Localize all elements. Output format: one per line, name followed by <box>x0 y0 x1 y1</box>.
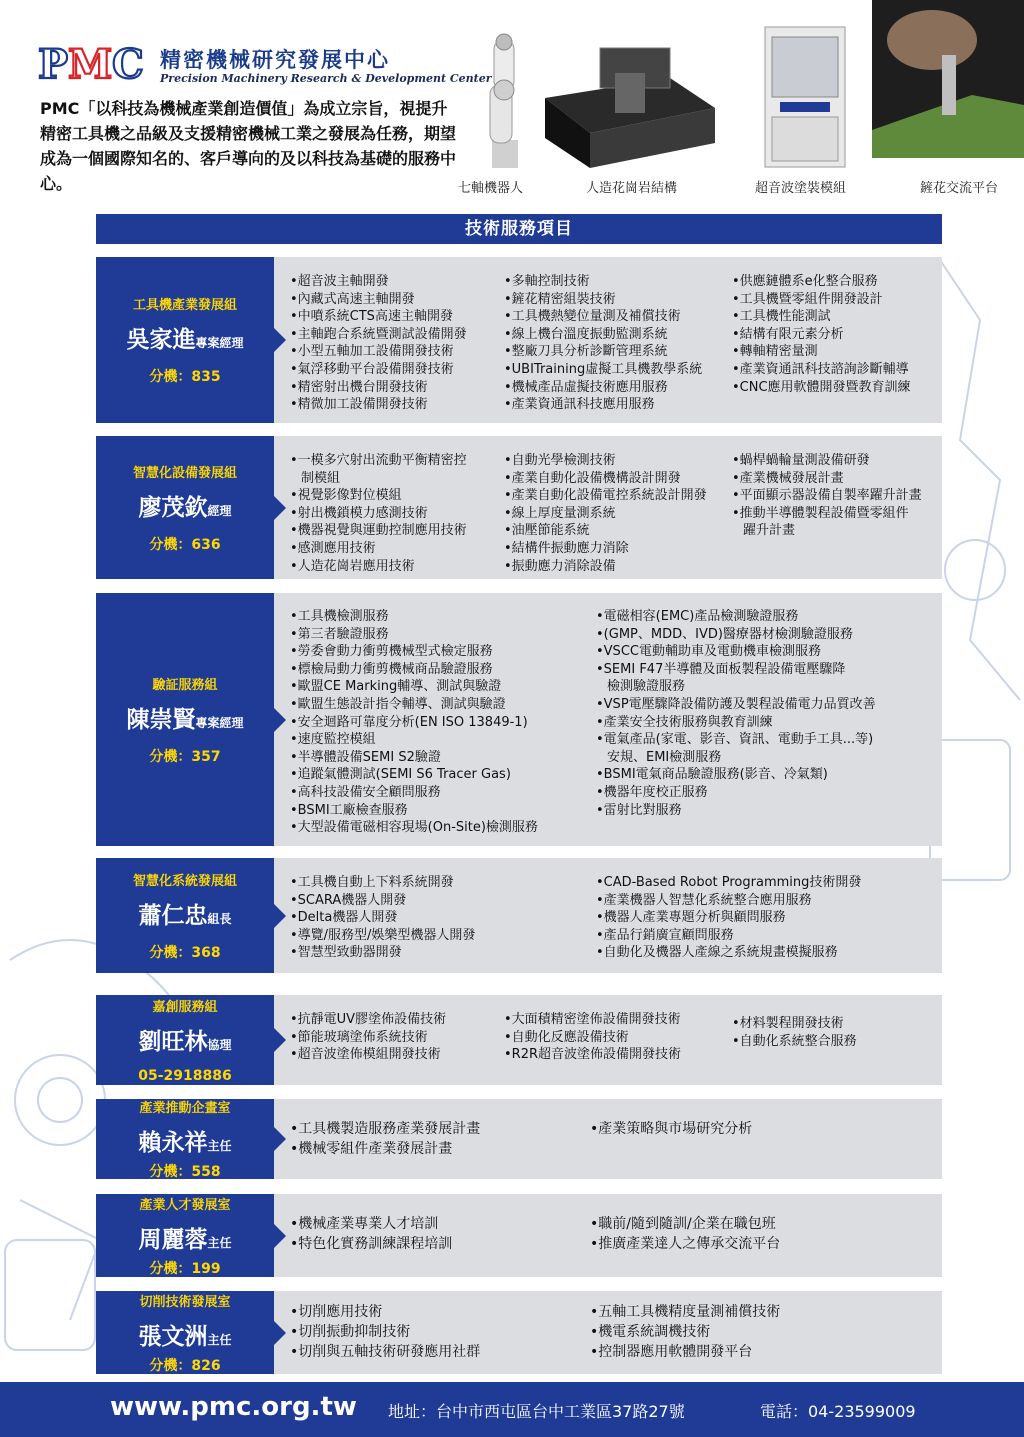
service-item: •切削應用技術 <box>290 1304 383 1320</box>
service-item: •射出機鎖模力感測技術 <box>290 505 428 521</box>
service-item: •VSP電壓驟降設備防護及製程設備電力品質改善 <box>596 696 876 712</box>
service-item: •速度監控模組 <box>290 732 376 748</box>
group-row <box>96 995 942 1085</box>
service-item: •自動化系統整合服務 <box>732 1033 857 1049</box>
service-item: •高科技設備安全顧問服務 <box>290 784 441 800</box>
service-item: •BSMI工廠檢查服務 <box>290 802 408 818</box>
address: 地址：台中市西屯區台中工業區37路27號 <box>388 1402 685 1421</box>
group-name: 驗証服務組 <box>152 677 218 693</box>
group-label <box>96 593 274 846</box>
service-item: •結構有限元素分析 <box>732 326 844 342</box>
group-name: 產業推動企畫室 <box>139 1101 231 1116</box>
service-item: •轉軸精密量測 <box>732 344 818 360</box>
service-item: •平面顯示器設備自製率躍升計畫 <box>732 488 922 504</box>
contact-person: 吳家進專案經理 <box>126 327 244 353</box>
group-label <box>96 1194 274 1277</box>
service-column <box>290 608 538 837</box>
group-name: 智慧化系統發展組 <box>132 873 237 889</box>
contact-person: 廖茂欽經理 <box>138 494 232 521</box>
service-item: •超音波塗佈模組開發技術 <box>290 1047 441 1063</box>
service-item: •主軸跑合系統暨測試設備開發 <box>290 326 467 342</box>
photo-caption-granite: 人造花崗岩結構 <box>586 181 678 196</box>
service-item: 安規、EMI檢測服務 <box>607 749 722 765</box>
service-item: •鏟花精密組裝技術 <box>504 291 616 307</box>
service-column <box>290 273 467 414</box>
service-item: •導覽/服務型/娛樂型機器人開發 <box>290 927 476 943</box>
service-item: •歐盟CE Marking輔導、測試與驗證 <box>290 679 502 695</box>
service-column <box>732 273 911 396</box>
group-row <box>96 436 942 579</box>
group-label <box>96 436 274 579</box>
service-item: •振動應力消除設備 <box>504 558 616 574</box>
service-column <box>596 608 876 819</box>
contact-extension: 分機：558 <box>149 1164 221 1180</box>
service-item: •供應鏈體系e化整合服務 <box>732 274 878 289</box>
service-item: •工具機熱變位量測及補償技術 <box>504 309 681 325</box>
service-item: •半導體設備SEMI S2驗證 <box>290 749 441 765</box>
contact-person: 蕭仁忠組長 <box>138 902 232 929</box>
service-item: •節能玻璃塗佈系統技術 <box>290 1029 428 1045</box>
service-item: •視覺影像對位模組 <box>290 488 402 504</box>
service-item: •中噴系統CTS高速主軸開發 <box>290 309 453 325</box>
service-item: •精密射出機台開發技術 <box>290 379 428 395</box>
contact-person: 周麗蓉主任 <box>138 1226 232 1253</box>
service-item: •追蹤氣體測試(SEMI S6 Tracer Gas) <box>290 767 511 783</box>
group-row <box>96 1194 942 1277</box>
service-item: •UBITraining虛擬工具機教學系統 <box>504 361 703 377</box>
contact-person: 賴永祥主任 <box>138 1130 232 1156</box>
contact-extension: 分機：368 <box>149 944 221 961</box>
service-item: •小型五軸加工設備開發技術 <box>290 344 454 360</box>
service-item: •切削與五軸技術研發應用社群 <box>290 1344 481 1360</box>
service-item: •BSMI電氣商品驗證服務(影音、冷氣類) <box>596 767 828 783</box>
group-row <box>96 593 942 846</box>
service-item: •SCARA機器人開發 <box>290 892 407 908</box>
contact-person: 劉旺林協理 <box>138 1029 232 1055</box>
service-column <box>504 1011 681 1064</box>
ultrasonic-coating-machine-photo <box>760 22 850 174</box>
mission-statement: PMC「以科技為機械產業創造價值」為成立宗旨，視提升精密工具機之品級及支援精密機械工業之發展為任務，期望成為一個國際知名的、客戶導向的及以科技為基礎的服務中心。 <box>40 99 457 193</box>
org-name-en: Precision Machinery Research & Development Center <box>160 72 492 85</box>
service-item: •大型設備電磁相容現場(On-Site)檢測服務 <box>290 820 538 836</box>
service-item: •推動半導體製程設備暨零組件 <box>732 505 909 521</box>
service-item: •工具機性能測試 <box>732 309 831 325</box>
service-item: •大面積精密塗佈設備開發技術 <box>504 1012 681 1027</box>
photo-caption-robot: 七軸機器人 <box>458 181 524 196</box>
service-column <box>290 1214 452 1254</box>
service-column <box>504 452 707 575</box>
service-column <box>290 1011 446 1064</box>
service-item: •感測應用技術 <box>290 540 376 556</box>
group-name: 嘉創服務組 <box>152 1000 218 1015</box>
service-column <box>290 1119 480 1159</box>
service-item: •一模多穴射出流動平衡精密控 <box>290 453 467 468</box>
pmc-logo <box>38 40 158 86</box>
service-item: •產業自動化設備機構設計開發 <box>504 470 681 486</box>
service-item: •R2R超音波塗佈設備開發技術 <box>504 1047 682 1063</box>
service-column <box>590 1214 780 1254</box>
service-item: •內藏式高速主軸開發 <box>290 291 415 307</box>
service-item: •雷射比對服務 <box>596 802 682 818</box>
service-item: •蝸桿蝸輪量測設備研發 <box>732 453 870 468</box>
service-item: •產品行銷廣宣顧問服務 <box>596 927 734 943</box>
service-item: •工具機暨零組件開發設計 <box>732 291 883 307</box>
service-item: •線上機台溫度振動監測系統 <box>504 326 668 342</box>
phone-number: 電話：04-23599009 <box>760 1402 916 1421</box>
service-item: •氣浮移動平台設備開發技術 <box>290 361 454 377</box>
service-item: •安全迴路可靠度分析(EN ISO 13849-1) <box>290 714 528 730</box>
footer-bar <box>0 1382 1024 1437</box>
photo-caption-coating: 超音波塗裝模組 <box>755 181 847 196</box>
service-item: •勞委會動力衝剪機械型式檢定服務 <box>290 644 493 660</box>
scraping-platform-photo <box>872 0 1024 158</box>
service-item: •油壓節能系統 <box>504 523 590 539</box>
service-item: •多軸控制技術 <box>504 274 590 289</box>
group-name: 切削技術發展室 <box>139 1294 231 1310</box>
service-item: •產業機械發展計畫 <box>732 470 844 486</box>
svg-text:C: C <box>112 41 144 86</box>
service-item: •Delta機器人開發 <box>290 910 398 926</box>
contact-extension: 分機：199 <box>149 1260 221 1277</box>
contact-extension: 分機：636 <box>149 536 221 553</box>
service-item: •工具機自動上下料系統開發 <box>290 875 454 890</box>
contact-extension: 分機：826 <box>149 1357 221 1374</box>
group-name: 智慧化設備發展組 <box>132 465 237 481</box>
service-column <box>732 1015 857 1050</box>
service-item: •精微加工設備開發技術 <box>290 397 428 413</box>
contact-extension: 分機：835 <box>149 369 221 385</box>
service-item: •第三者驗證服務 <box>290 626 389 642</box>
group-row <box>96 1291 942 1374</box>
service-item: •VSCC電動輔助車及電動機車檢測服務 <box>596 644 821 660</box>
service-item: •電磁相容(EMC)產品檢測驗證服務 <box>596 609 799 624</box>
service-item: •電氣產品(家電、影音、資訊、電動手工具...等) <box>596 732 874 748</box>
group-label <box>96 995 274 1085</box>
service-item: 躍升計畫 <box>743 523 796 539</box>
contact-extension: 05-2918886 <box>138 1068 232 1084</box>
service-item: •產業機器人智慧化系統整合應用服務 <box>596 892 812 908</box>
service-item: •工具機檢測服務 <box>290 609 389 624</box>
service-item: •自動光學檢測技術 <box>504 453 616 468</box>
service-item: •機械零組件產業發展計畫 <box>290 1141 453 1157</box>
service-column <box>590 1119 752 1139</box>
group-name: 產業人才發展室 <box>139 1197 231 1213</box>
service-item: •產業資通訊科技應用服務 <box>504 397 655 413</box>
service-item: •控制器應用軟體開發平台 <box>590 1344 753 1360</box>
contact-extension: 分機：357 <box>149 748 221 765</box>
service-item: •智慧型致動器開發 <box>290 945 402 961</box>
service-item: •整廠刀具分析診斷管理系統 <box>504 344 668 360</box>
service-item: •抗靜電UV膠塗佈設備技術 <box>290 1012 447 1027</box>
service-column <box>590 1302 780 1362</box>
section-title: 技術服務項目 <box>96 214 942 244</box>
service-column <box>732 452 922 540</box>
service-item: •SEMI F47半導體及面板製程設備電壓驟降 <box>596 661 846 677</box>
group-label <box>96 1099 274 1179</box>
service-column <box>504 273 702 414</box>
service-item: •產業策略與市場研究分析 <box>590 1121 753 1137</box>
service-column <box>290 452 467 575</box>
service-item: •產業資通訊科技諮詢診斷輔導 <box>732 361 909 377</box>
granite-structure-photo <box>540 38 720 170</box>
contact-person: 陳崇賢專案經理 <box>126 706 244 733</box>
service-item: •歐盟生態設計指令輔導、測試與驗證 <box>290 696 506 712</box>
org-name-zh: 精密機械研究發展中心 <box>160 48 390 72</box>
service-column <box>596 874 861 962</box>
service-item: •切削振動抑制技術 <box>290 1324 411 1340</box>
group-row <box>96 1099 942 1179</box>
service-item: •人造花崗岩應用技術 <box>290 558 415 574</box>
service-item: •機器視覺與運動控制應用技術 <box>290 523 467 539</box>
service-item: •工具機製造服務產業發展計畫 <box>290 1121 481 1137</box>
service-item: •CNC應用軟體開發暨教育訓練 <box>732 379 911 395</box>
service-column <box>290 874 475 962</box>
service-item: •自動化及機器人產線之系統規畫模擬服務 <box>596 945 838 961</box>
service-item: •線上厚度量測系統 <box>504 505 616 521</box>
service-item: •CAD-Based Robot Programming技術開發 <box>596 875 862 890</box>
service-item: •機械產品虛擬技術應用服務 <box>504 379 668 395</box>
service-item: •結構件振動應力消除 <box>504 540 629 556</box>
group-name: 工具機產業發展組 <box>132 298 237 313</box>
group-label <box>96 858 274 973</box>
website-link[interactable]: www.pmc.org.tw <box>110 1392 357 1422</box>
group-label <box>96 1291 274 1374</box>
service-item: •機電系統調機技術 <box>590 1324 711 1340</box>
contact-person: 張文洲主任 <box>138 1323 232 1350</box>
svg-text:P: P <box>38 41 69 86</box>
service-item: •機械產業專業人才培訓 <box>290 1216 439 1232</box>
service-item: •五軸工具機精度量測補償技術 <box>590 1304 781 1320</box>
service-item: •推廣產業達人之傳承交流平台 <box>590 1236 781 1252</box>
service-item: •超音波主軸開發 <box>290 274 389 289</box>
service-item: •職前/隨到隨訓/企業在職包班 <box>590 1216 776 1232</box>
group-label <box>96 257 274 423</box>
service-item: •特色化實務訓練課程培訓 <box>290 1236 453 1252</box>
service-item: •自動化反應設備技術 <box>504 1029 629 1045</box>
service-item: •產業自動化設備電控系統設計開發 <box>504 488 707 504</box>
service-item: 檢測驗證服務 <box>607 679 686 695</box>
service-column <box>290 1302 480 1362</box>
group-row <box>96 858 942 973</box>
service-item: •產業安全技術服務與教育訓練 <box>596 714 773 730</box>
photo-caption-scraping: 鏟花交流平台 <box>920 181 999 196</box>
service-item: •材料製程開發技術 <box>732 1016 844 1031</box>
service-item: •(GMP、MDD、IVD)醫療器材檢測驗證服務 <box>596 626 853 642</box>
service-item: •機器年度校正服務 <box>596 784 708 800</box>
group-row <box>96 257 942 423</box>
service-item: •機器人產業專題分析與顧問服務 <box>596 910 786 926</box>
robot-arm-photo <box>470 30 530 170</box>
service-item: •標檢局動力衝剪機械商品驗證服務 <box>290 661 493 677</box>
svg-text:M: M <box>68 41 113 86</box>
service-item: 制模組 <box>301 470 341 486</box>
